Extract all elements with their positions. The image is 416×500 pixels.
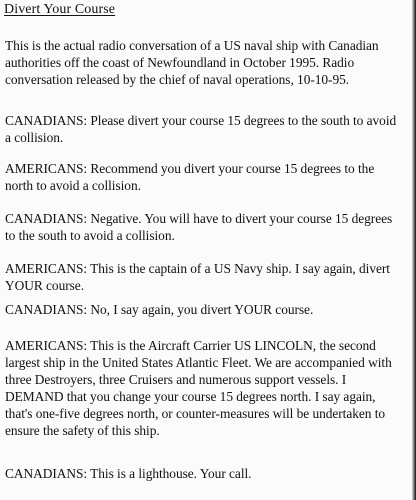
message-americans-2: AMERICANS: This is the captain of a US Navy ship. I say again, divert YOUR course. — [5, 261, 390, 293]
document-title: Divert Your Course — [4, 2, 116, 17]
message-canadians-1: CANADIANS: Please divert your course 15 degrees to the south to avoid a collision. — [5, 113, 397, 145]
message-canadians-3: CANADIANS: No, I say again, you divert YOUR course. — [5, 302, 314, 317]
message-americans-3: AMERICANS: This is the Aircraft Carrier US LINCOLN, the second largest ship in the United States Atlantic Fleet. We are accompanied with three Destroyers, three Cruisers and numerous support vessels. I DEMAND that you change your course 15 degrees north. I say again, that's one-five degrees north, or counter-measures will be undertaken to ensure the safety of this ship. — [5, 338, 392, 438]
message-americans-1: AMERICANS: Recommend you divert your course 15 degrees to the north to avoid a collision. — [5, 161, 375, 193]
message-canadians-2: CANADIANS: Negative. You will have to divert your course 15 degrees to the south to avoid a collision. — [5, 211, 393, 243]
message-canadians-4: CANADIANS: This is a lighthouse. Your call. — [5, 466, 252, 481]
intro-paragraph: This is the actual radio conversation of a US naval ship with Canadian authorities off the coast of Newfoundland in October 1995. Radio conversation released by the chief of naval operations, 10-10-95. — [5, 38, 379, 87]
